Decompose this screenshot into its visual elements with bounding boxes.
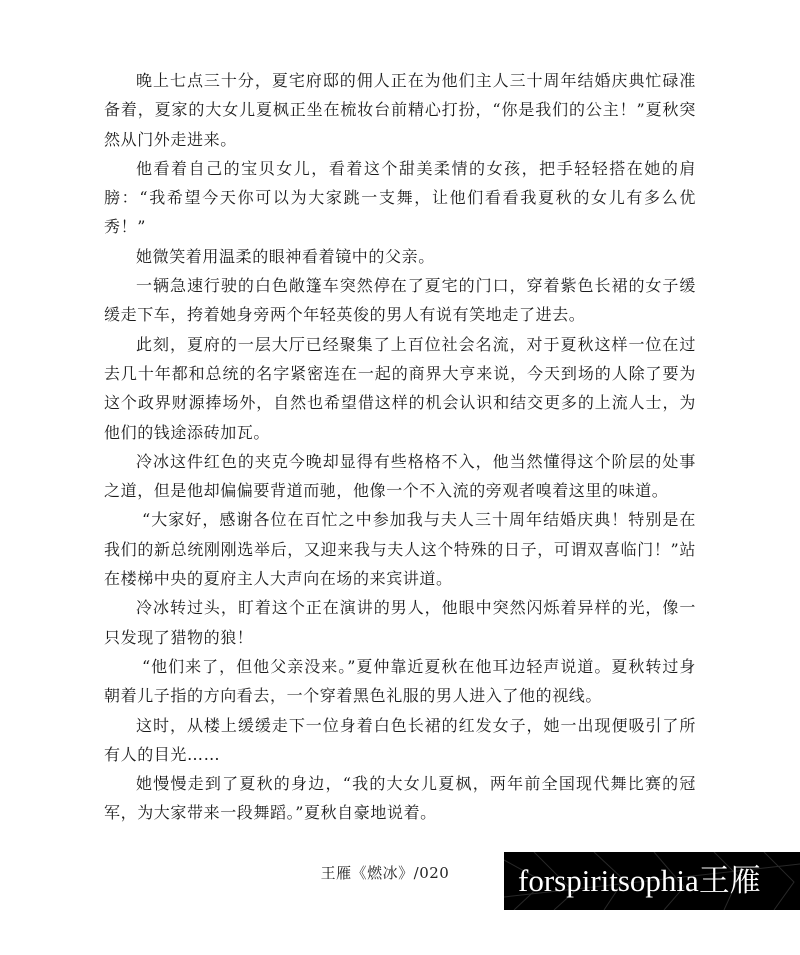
paragraph: 晚上七点三十分，夏宅府邸的佣人正在为他们主人三十周年结婚庆典忙碌准备着，夏家的大女儿夏枫正坐在梳妆台前精心打扮，“你是我们的公主！”夏秋突然从门外走进来。: [104, 71, 696, 149]
page-footer: 王雁《燃冰》/020: [320, 864, 450, 882]
body-text: [104, 66, 696, 828]
paragraph: 这时，从楼上缓缓走下一位身着白色长裙的红发女子，她一出现便吸引了所有人的目光……: [104, 715, 696, 764]
paragraph: 冷冰这件红色的夹克今晚却显得有些格格不入，他当然懂得这个阶层的处事之道，但是他却偏偏要背道而驰，他像一个不入流的旁观者嗅着这里的味道。: [104, 451, 696, 501]
paragraph: 她慢慢走到了夏秋的身边，“我的大女儿夏枫，两年前全国现代舞比赛的冠军，为大家带来一段舞蹈。”夏秋自豪地说着。: [104, 774, 696, 823]
paragraph: 此刻，夏府的一层大厅已经聚集了上百位社会名流，对于夏秋这样一位在过去几十年都和总统的名字紧密连在一起的商界大亨来说，今天到场的人除了要为这个政界财源捧场外，自然也希望借这样的机会认识和结交更多的上流人士，为他们的钱途添砖加瓦。: [104, 334, 696, 442]
watermark-banner: [504, 852, 800, 910]
paragraph: 他看着自己的宝贝女儿，看着这个甜美柔情的女孩，把手轻轻搭在她的肩膀：“我希望今天你可以为大家跳一支舞，让他们看看我夏秋的女儿有多么优秀！”: [104, 158, 696, 237]
paragraph: 一辆急速行驶的白色敞篷车突然停在了夏宅的门口，穿着紫色长裙的女子缓缓走下车，挎着她身旁两个年轻英俊的男人有说有笑地走了进去。: [104, 276, 696, 325]
paragraph: 冷冰转过头，盯着这个正在演讲的男人，他眼中突然闪烁着异样的光，像一只发现了猎物的狼！: [104, 598, 696, 647]
watermark-text: forspiritsophia王雁: [518, 863, 761, 898]
paragraph: “他们来了，但他父亲没来。”夏仲靠近夏秋在他耳边轻声说道。夏秋转过身朝着儿子指的方向看去，一个穿着黑色礼服的男人进入了他的视线。: [104, 656, 696, 706]
paragraph: “大家好，感谢各位在百忙之中参加我与夫人三十周年结婚庆典！特别是在我们的新总统刚刚选举后，又迎来我与夫人这个特殊的日子，可谓双喜临门！”站在楼梯中央的夏府主人大声向在场的来宾讲道。: [104, 510, 696, 589]
paragraph: 她微笑着用温柔的眼神看着镜中的父亲。: [136, 246, 435, 266]
